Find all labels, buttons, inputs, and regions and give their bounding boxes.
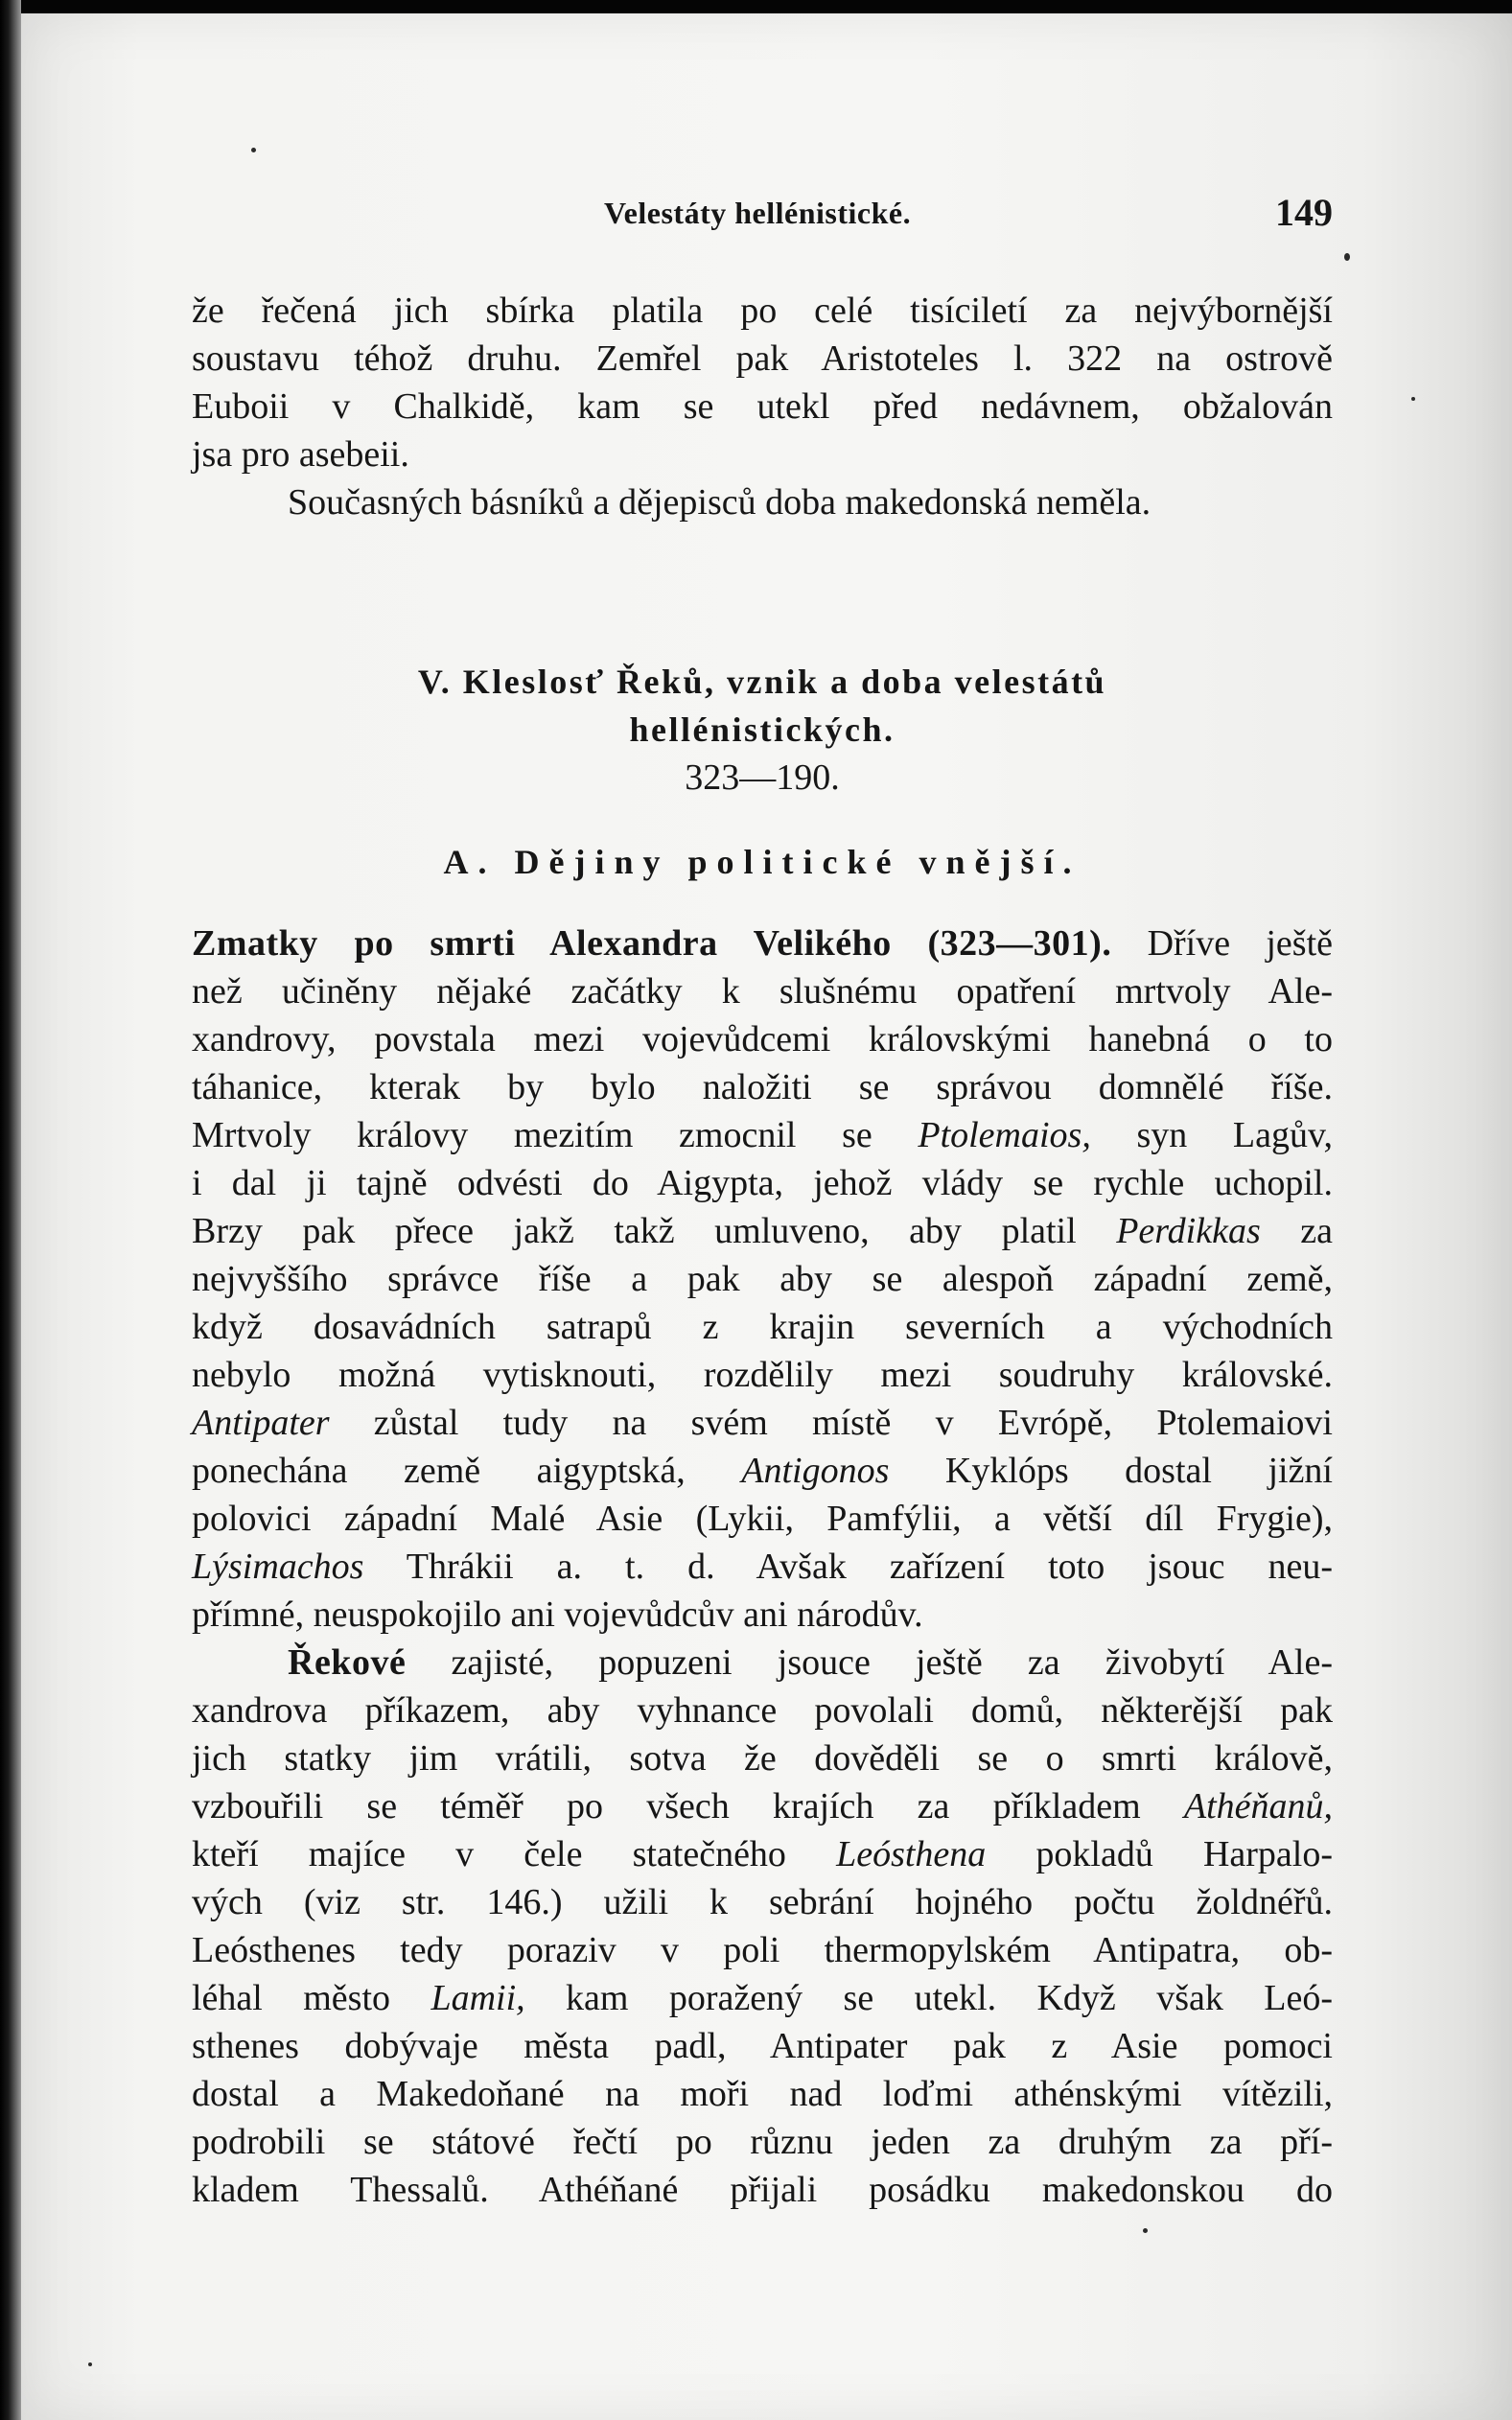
scan-border [0, 0, 21, 2420]
place-name: Lamii, [430, 1978, 525, 2018]
book-page [21, 13, 1512, 2420]
text-span: Kyklóps dostal jižní [889, 1451, 1333, 1491]
chapter-years: 323—190. [685, 757, 840, 798]
text-line [192, 1543, 1333, 1591]
scan-speck [1143, 2228, 1148, 2233]
text-line [192, 1974, 1333, 2022]
person-name: Antipater [192, 1403, 330, 1443]
text-line [192, 1399, 1333, 1447]
scan-speck [1411, 397, 1415, 401]
paragraph-lead: Řekové [288, 1642, 407, 1683]
text-line [192, 1830, 1333, 1878]
text-line: než učiněny nějaké začátky k slušnému opatření mrtvoly Ale- [192, 971, 1333, 1012]
text-line: nebylo možná vytisknouti, rozdělily mezi soudruhy královské. [192, 1355, 1333, 1395]
text-span: zajisté, popuzeni jsouce ještě za živobytí Ale- [406, 1642, 1333, 1683]
people-name: Athéňanů, [1183, 1786, 1333, 1827]
text-line: Euboii v Chalkidě, kam se utekl před nedávnem, obžalován [192, 386, 1333, 427]
text-span: léhal město [192, 1978, 431, 2018]
text-line: přímné, neuspokojilo ani vojevůdcův ani národův. [192, 1594, 923, 1635]
text-line [288, 1639, 1333, 1687]
text-line [192, 919, 1333, 967]
text-line: Leósthenes tedy poraziv v poli thermopylském Antipatra, ob- [192, 1930, 1333, 1970]
text-line: táhanice, kterak by bylo naložiti se správou domnělé říše. [192, 1067, 1333, 1107]
paragraph-lead: Zmatky po smrti Alexandra Velikého (323—301). [192, 923, 1112, 964]
text-span: Mrtvoly královy mezitím zmocnil se [192, 1115, 919, 1155]
text-line: xandrovy, povstala mezi vojevůdcemi královskými hanebná o to [192, 1019, 1333, 1059]
person-name: Lýsimachos [192, 1547, 364, 1587]
text-line: že řečená jich sbírka platila po celé tisíciletí za nejvýbornější [192, 291, 1333, 331]
text-span: ponechána země aigyptská, [192, 1451, 742, 1491]
page-header [192, 191, 1333, 234]
text-span: za [1260, 1211, 1334, 1251]
text-span: kteří majíce v čele statečného [192, 1834, 837, 1874]
text-line [192, 1447, 1333, 1495]
text-line: dostal a Makedoňané na moři nad loďmi athénskými vítězili, [192, 2074, 1333, 2114]
scan-speck [251, 148, 256, 152]
text-line: vých (viz str. 146.) užili k sebrání hojného počtu žoldnéřů. [192, 1882, 1333, 1922]
text-line: nejvyššího správce říše a pak aby se alespoň západní země, [192, 1259, 1333, 1299]
text-line: jsa pro asebeii. [192, 434, 409, 475]
section-title: A. Dějiny politické vnější. [443, 843, 1082, 881]
text-line [192, 1782, 1333, 1830]
text-span: pokladů Harpalo- [986, 1834, 1333, 1874]
text-span: syn Lagův, [1090, 1115, 1333, 1155]
text-line: xandrova příkazem, aby vyhnance povolali domů, některější pak [192, 1690, 1333, 1731]
text-span: Brzy pak přece jakž takž umluveno, aby platil [192, 1211, 1117, 1251]
page-number: 149 [1275, 191, 1333, 234]
text-line: soustavu téhož druhu. Zemřel pak Aristoteles l. 322 na ostrově [192, 338, 1333, 379]
text-line: podrobili se státové řečtí po různu jeden za druhým za pří- [192, 2122, 1333, 2162]
chapter-title-continued: hellénistických. [629, 710, 896, 749]
text-line: jich statky jim vrátili, sotva že dověděli se o smrti královĕ, [192, 1738, 1333, 1779]
scan-speck [1344, 253, 1350, 261]
person-name: Leósthena [836, 1834, 987, 1874]
text-span: kam poražený se utekl. Když však Leó- [524, 1978, 1333, 2018]
person-name: Perdikkas [1116, 1211, 1261, 1251]
text-line: kladem Thessalů. Athéňané přijali posádku makedonskou do [192, 2170, 1333, 2210]
text-line: sthenes dobývaje města padl, Antipater pak z Asie pomoci [192, 2026, 1333, 2066]
text-line: i dal ji tajně odvésti do Aigypta, jehož vlády se rychle uchopil. [192, 1163, 1333, 1203]
person-name: Antigonos [741, 1451, 890, 1491]
text-line [192, 1111, 1333, 1159]
text-line: když dosavádních satrapů z krajin severních a východních [192, 1307, 1333, 1347]
text-line [192, 1207, 1333, 1255]
person-name: Ptolemaios, [918, 1115, 1091, 1155]
scan-speck [88, 2362, 92, 2366]
text-line: polovici západní Malé Asie (Lykii, Pamfýlii, a větší díl Frygie), [192, 1499, 1333, 1539]
text-span: Thrákii a. t. d. Avšak zařízení toto jsouc neu- [363, 1547, 1333, 1587]
text-span: vzbouřili se téměř po všech krajích za příkladem [192, 1786, 1184, 1827]
running-title: Velestáty hellénistické. [604, 196, 912, 230]
text-line: Současných básníků a dějepisců doba makedonská neměla. [288, 482, 1151, 523]
chapter-title: V. Kleslosť Řeků, vznik a doba velestátů [417, 663, 1107, 701]
text-span: zůstal tudy na svém místě v Evrópě, Ptolemaiovi [329, 1403, 1333, 1443]
text-span: Dříve ještě [1111, 923, 1333, 964]
